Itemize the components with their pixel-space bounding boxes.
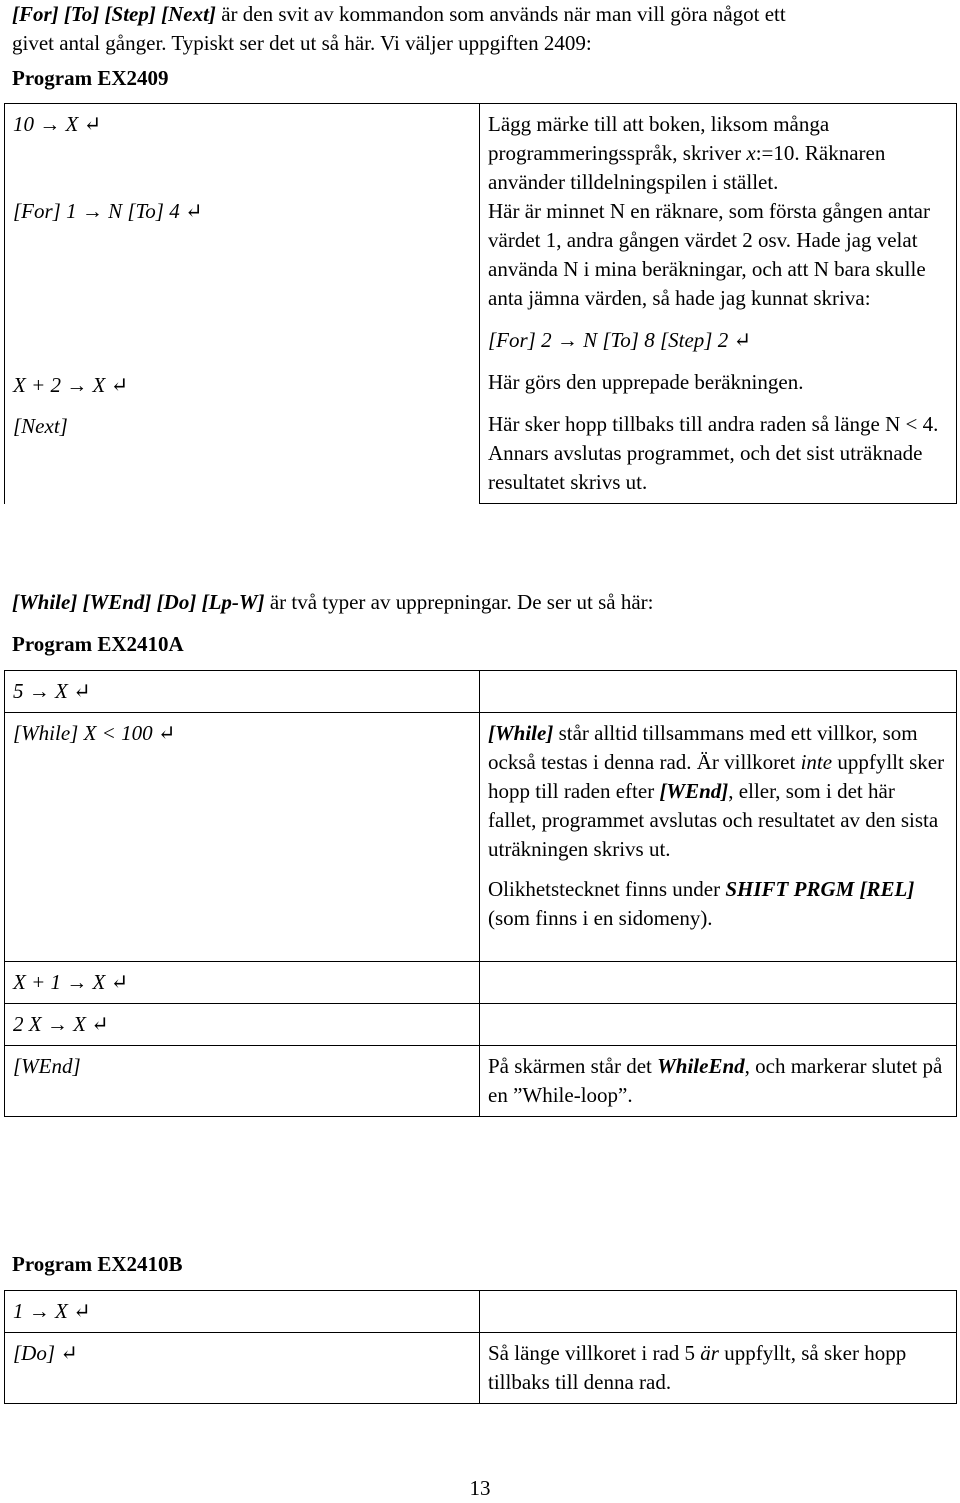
note-cell bbox=[480, 1333, 957, 1404]
code-cell: 5 → X ↵ bbox=[5, 671, 480, 713]
code-line: [For] 1 → N [To] 4 ↵ bbox=[13, 199, 203, 223]
table-row bbox=[5, 1333, 957, 1404]
enter-icon: ↵ bbox=[110, 373, 129, 397]
table-row bbox=[5, 1004, 957, 1046]
code-line: X + 2 → X ↵ bbox=[13, 373, 129, 397]
note-cell bbox=[480, 1046, 957, 1117]
right-arrow-icon: → bbox=[66, 373, 88, 397]
note-cell bbox=[480, 1291, 957, 1333]
code-cell: X + 1 → X ↵ bbox=[5, 962, 480, 1004]
code-line: [Next] bbox=[13, 414, 68, 438]
note-cell bbox=[480, 1004, 957, 1046]
intro-text: är den svit av kommandon som används när man vill göra något ett bbox=[215, 2, 786, 26]
table-row bbox=[5, 713, 957, 962]
code-cell: 1 → X ↵ bbox=[5, 1291, 480, 1333]
right-arrow-icon: → bbox=[66, 970, 88, 994]
note-text: Här görs den upprepade beräkningen. bbox=[488, 370, 804, 394]
code-cell bbox=[5, 104, 480, 504]
note-text: Lägg märke till att boken, liksom många programmeringsspråk, skriver x:=10. Räknaren använder tilldelningspilen i stället. bbox=[488, 112, 886, 194]
program-table-ex2410a bbox=[4, 670, 957, 1117]
program-table-ex2410b bbox=[4, 1290, 957, 1404]
intro-text-line2: givet antal gånger. Typiskt ser det ut så här. Vi väljer uppgiften 2409: bbox=[12, 31, 592, 55]
note-text: Här är minnet N en räknare, som första gången antar värdet 1, andra gången värdet 2 osv. Hade jag velat använda N i mina beräkningar, och att N bara skulle anta jämna värden, så hade jag kunnat skriva: bbox=[488, 199, 930, 310]
note-cell bbox=[480, 104, 957, 504]
right-arrow-icon: → bbox=[28, 1299, 50, 1323]
right-arrow-icon: → bbox=[556, 328, 578, 352]
page-number: 13 bbox=[469, 1476, 491, 1500]
code-cell: [Do] ↵ bbox=[5, 1333, 480, 1404]
intro-paragraph bbox=[12, 0, 786, 58]
note-text: Olikhetstecknet finns under SHIFT PRGM [REL] (som finns i en sidomeny). bbox=[488, 877, 915, 930]
note-cell bbox=[480, 962, 957, 1004]
code-cell: [WEnd] bbox=[5, 1046, 480, 1117]
code-cell: 2 X → X ↵ bbox=[5, 1004, 480, 1046]
code-example: [For] 2 → N [To] 8 [Step] 2 ↵ bbox=[488, 328, 752, 352]
program-table-ex2409 bbox=[4, 103, 957, 504]
right-arrow-icon: → bbox=[46, 1012, 68, 1036]
note-text: På skärmen står det WhileEnd, och markerar slutet på en ”While-loop”. bbox=[488, 1054, 943, 1107]
note-cell bbox=[480, 713, 957, 962]
note-text: Så länge villkoret i rad 5 är uppfyllt, så sker hopp tillbaks till denna rad. bbox=[488, 1341, 907, 1394]
enter-icon: ↵ bbox=[83, 112, 102, 136]
code-line: 10 → X ↵ bbox=[13, 112, 102, 136]
enter-icon: ↵ bbox=[73, 679, 91, 703]
note-text: Här sker hopp tillbaks till andra raden så länge N < 4. Annars avslutas programmet, och det sist uträknade resultatet skrivs ut. bbox=[488, 412, 939, 494]
note-text: [While] står alltid tillsammans med ett villkor, som också testas i denna rad. Är villkoret inte uppfyllt sker hopp till raden efter [WEnd], eller, som i det här fallet, programmet avslutas och resultatet av den sista uträkningen skrivs ut. bbox=[488, 721, 945, 861]
right-arrow-icon: → bbox=[28, 679, 50, 703]
enter-icon: ↵ bbox=[110, 970, 129, 994]
right-arrow-icon: → bbox=[81, 199, 103, 223]
table-row bbox=[5, 1046, 957, 1117]
table-row bbox=[5, 671, 957, 713]
enter-icon: ↵ bbox=[157, 721, 176, 745]
enter-icon: ↵ bbox=[91, 1012, 109, 1036]
table-row bbox=[5, 104, 957, 504]
enter-icon: ↵ bbox=[733, 328, 752, 352]
while-intro: [While] [WEnd] [Do] [Lp-W] är två typer av upprepningar. De ser ut så här: bbox=[12, 590, 654, 614]
enter-icon: ↵ bbox=[73, 1299, 91, 1323]
right-arrow-icon: → bbox=[39, 112, 61, 136]
enter-icon: ↵ bbox=[60, 1341, 78, 1365]
program-title-ex2410b: Program EX2410B bbox=[12, 1252, 183, 1276]
code-cell: [While] X < 100 ↵ bbox=[5, 713, 480, 962]
table-row bbox=[5, 962, 957, 1004]
note-cell bbox=[480, 671, 957, 713]
program-title-ex2410a: Program EX2410A bbox=[12, 632, 184, 656]
table-row bbox=[5, 1291, 957, 1333]
intro-commands: [For] [To] [Step] [Next] bbox=[12, 2, 216, 26]
program-title-ex2409: Program EX2409 bbox=[12, 66, 169, 90]
enter-icon: ↵ bbox=[184, 199, 203, 223]
